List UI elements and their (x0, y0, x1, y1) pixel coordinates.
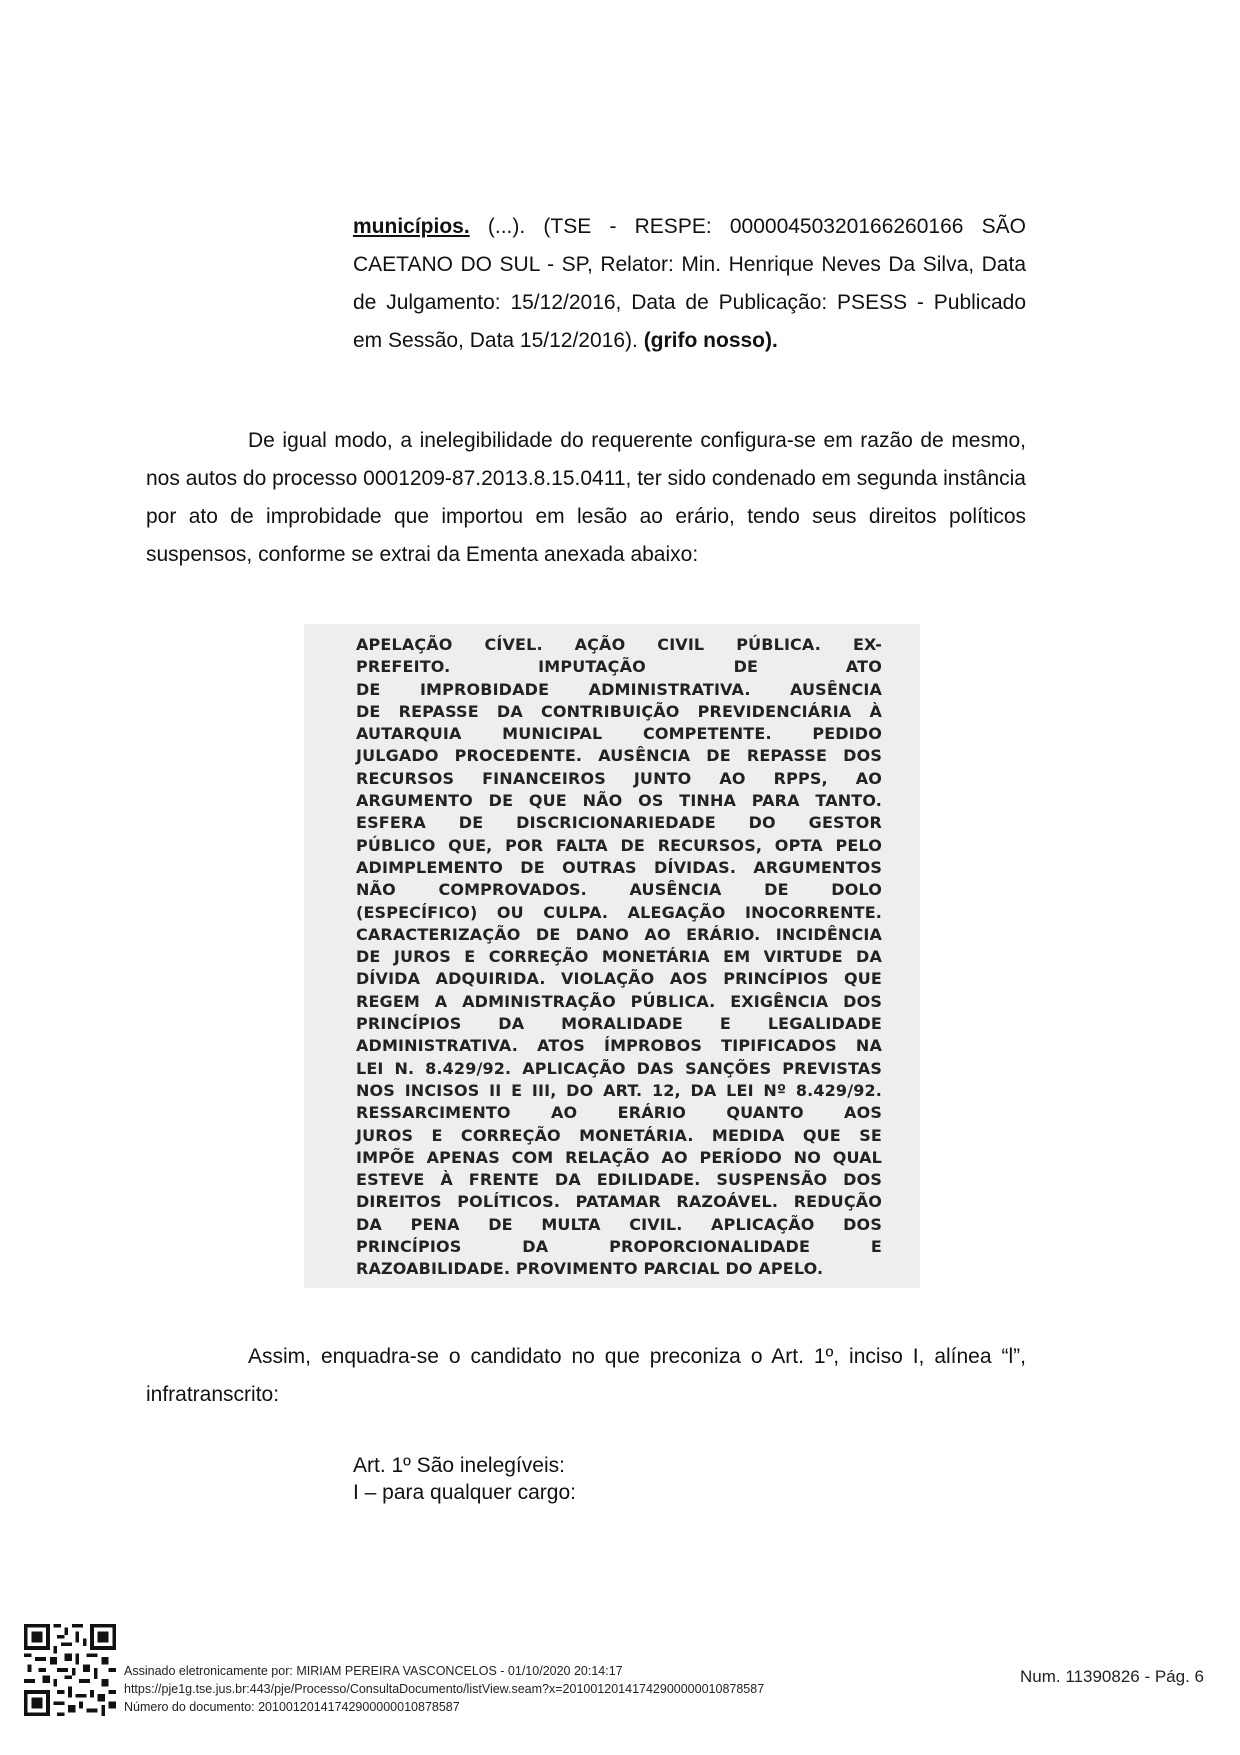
ementa-line: DE JUROS E CORREÇÃO MONETÁRIA EM VIRTUDE DA (356, 947, 882, 967)
ementa-line: DÍVIDA ADQUIRIDA. VIOLAÇÃO AOS PRINCÍPIOS QUE (356, 969, 882, 989)
ementa-line: CARACTERIZAÇÃO DE DANO AO ERÁRIO. INCIDÊNCIA (356, 924, 882, 944)
ementa-line: DIREITOS POLÍTICOS. PATAMAR RAZOÁVEL. REDUÇÃO (356, 1192, 882, 1212)
document-url[interactable]: https://pje1g.tse.jus.br:443/pje/Processo/ConsultaDocumento/listView.seam?x=20100120141742900000010878587 (124, 1682, 765, 1696)
ementa-line: ARGUMENTO DE QUE NÃO OS TINHA PARA TANTO. (356, 791, 882, 811)
ementa-line: IMPÕE APENAS COM RELAÇÃO AO PERÍODO NO QUAL (356, 1147, 882, 1167)
ementa-line: REGEM A ADMINISTRAÇÃO PÚBLICA. EXIGÊNCIA DOS (356, 991, 882, 1011)
ementa-line: NÃO COMPROVADOS. AUSÊNCIA DE DOLO (356, 880, 882, 900)
ementa-line: DE REPASSE DA CONTRIBUIÇÃO PREVIDENCIÁRIA À (356, 701, 882, 721)
ementa-line: PRINCÍPIOS DA PROPORCIONALIDADE E (356, 1237, 882, 1257)
ementa-line: PÚBLICO QUE, POR FALTA DE RECURSOS, OPTA PELO (356, 835, 882, 855)
ementa-line: APELAÇÃO CÍVEL. AÇÃO CIVIL PÚBLICA. EX- (356, 635, 882, 654)
signature-footer (124, 1662, 764, 1716)
ementa-line: DA PENA DE MULTA CIVIL. APLICAÇÃO DOS (356, 1214, 882, 1234)
article-quote (353, 1452, 576, 1506)
jurisprudence-quote (353, 208, 1026, 360)
ementa-line: PREFEITO. IMPUTAÇÃO DE ATO (356, 657, 882, 677)
signed-by: Assinado eletronicamente por: MIRIAM PEREIRA VASCONCELOS - 01/10/2020 20:14:17 (124, 1664, 623, 1678)
ementa-line: JUROS E CORREÇÃO MONETÁRIA. MEDIDA QUE SE (356, 1125, 882, 1145)
ementa-line: ESFERA DE DISCRICIONARIEDADE DO GESTOR (356, 813, 882, 833)
article-line-2: I – para qualquer cargo: (353, 1481, 576, 1504)
ementa-line: RECURSOS FINANCEIROS JUNTO AO RPPS, AO (356, 768, 882, 788)
ementa-line: RESSARCIMENTO AO ERÁRIO QUANTO AOS (356, 1103, 882, 1123)
ementa-line: ADMINISTRATIVA. ATOS ÍMPROBOS TIPIFICADOS NA (356, 1036, 882, 1056)
ementa-line: AUTARQUIA MUNICIPAL COMPETENTE. PEDIDO (356, 724, 882, 744)
ementa-line: ADIMPLEMENTO DE OUTRAS DÍVIDAS. ARGUMENTOS (356, 857, 882, 877)
quote-bold-underlined: municípios. (353, 215, 470, 238)
paragraph-ineligibility: De igual modo, a inelegibilidade do requerente configura-se em razão de mesmo, nos autos do processo 0001209-87.2013.8.15.0411, ter sido condenado em segunda instância por ato de improbidade que importou em lesão ao erário, tendo seus direitos políticos suspensos, conforme se extrai da Ementa anexada abaixo: (146, 429, 1026, 566)
document-number: Número do documento: 20100120141742900000010878587 (124, 1700, 460, 1714)
article-line-1: Art. 1º São inelegíveis: (353, 1454, 565, 1477)
qr-code-icon (24, 1624, 116, 1716)
ementa-line: ESTEVE À FRENTE DA EDILIDADE. SUSPENSÃO DOS (356, 1170, 882, 1190)
ementa-line: LEI N. 8.429/92. APLICAÇÃO DAS SANÇÕES PREVISTAS (356, 1058, 882, 1078)
page-number: Num. 11390826 - Pág. 6 (1020, 1667, 1204, 1686)
ementa-line: DE IMPROBIDADE ADMINISTRATIVA. AUSÊNCIA (356, 679, 882, 699)
quote-text: (...). (TSE - RESPE: 00000450320166260166 SÃO CAETANO DO SUL - SP, Relator: Min. Henrique Neves Da Silva, Data de Julgamento: 15/12/2016, Data de Publicação: PSESS - Publicado em Sessão, Data 15/12/2016). (353, 215, 1026, 352)
paragraph-article-reference: Assim, enquadra-se o candidato no que preconiza o Art. 1º, inciso I, alínea “l”, infratranscrito: (146, 1345, 1026, 1406)
ementa-scan (304, 624, 920, 1288)
quote-bold-end: (grifo nosso). (643, 329, 778, 352)
ementa-line: PRINCÍPIOS DA MORALIDADE E LEGALIDADE (356, 1014, 882, 1034)
ementa-line: (ESPECÍFICO) OU CULPA. ALEGAÇÃO INOCORRENTE. (356, 902, 882, 922)
ementa-line: JULGADO PROCEDENTE. AUSÊNCIA DE REPASSE DOS (356, 746, 882, 766)
ementa-text (356, 634, 882, 1281)
ementa-line: NOS INCISOS II E III, DO ART. 12, DA LEI Nº 8.429/92. (356, 1080, 882, 1100)
ementa-line: RAZOABILIDADE. PROVIMENTO PARCIAL DO APELO. (356, 1259, 824, 1279)
